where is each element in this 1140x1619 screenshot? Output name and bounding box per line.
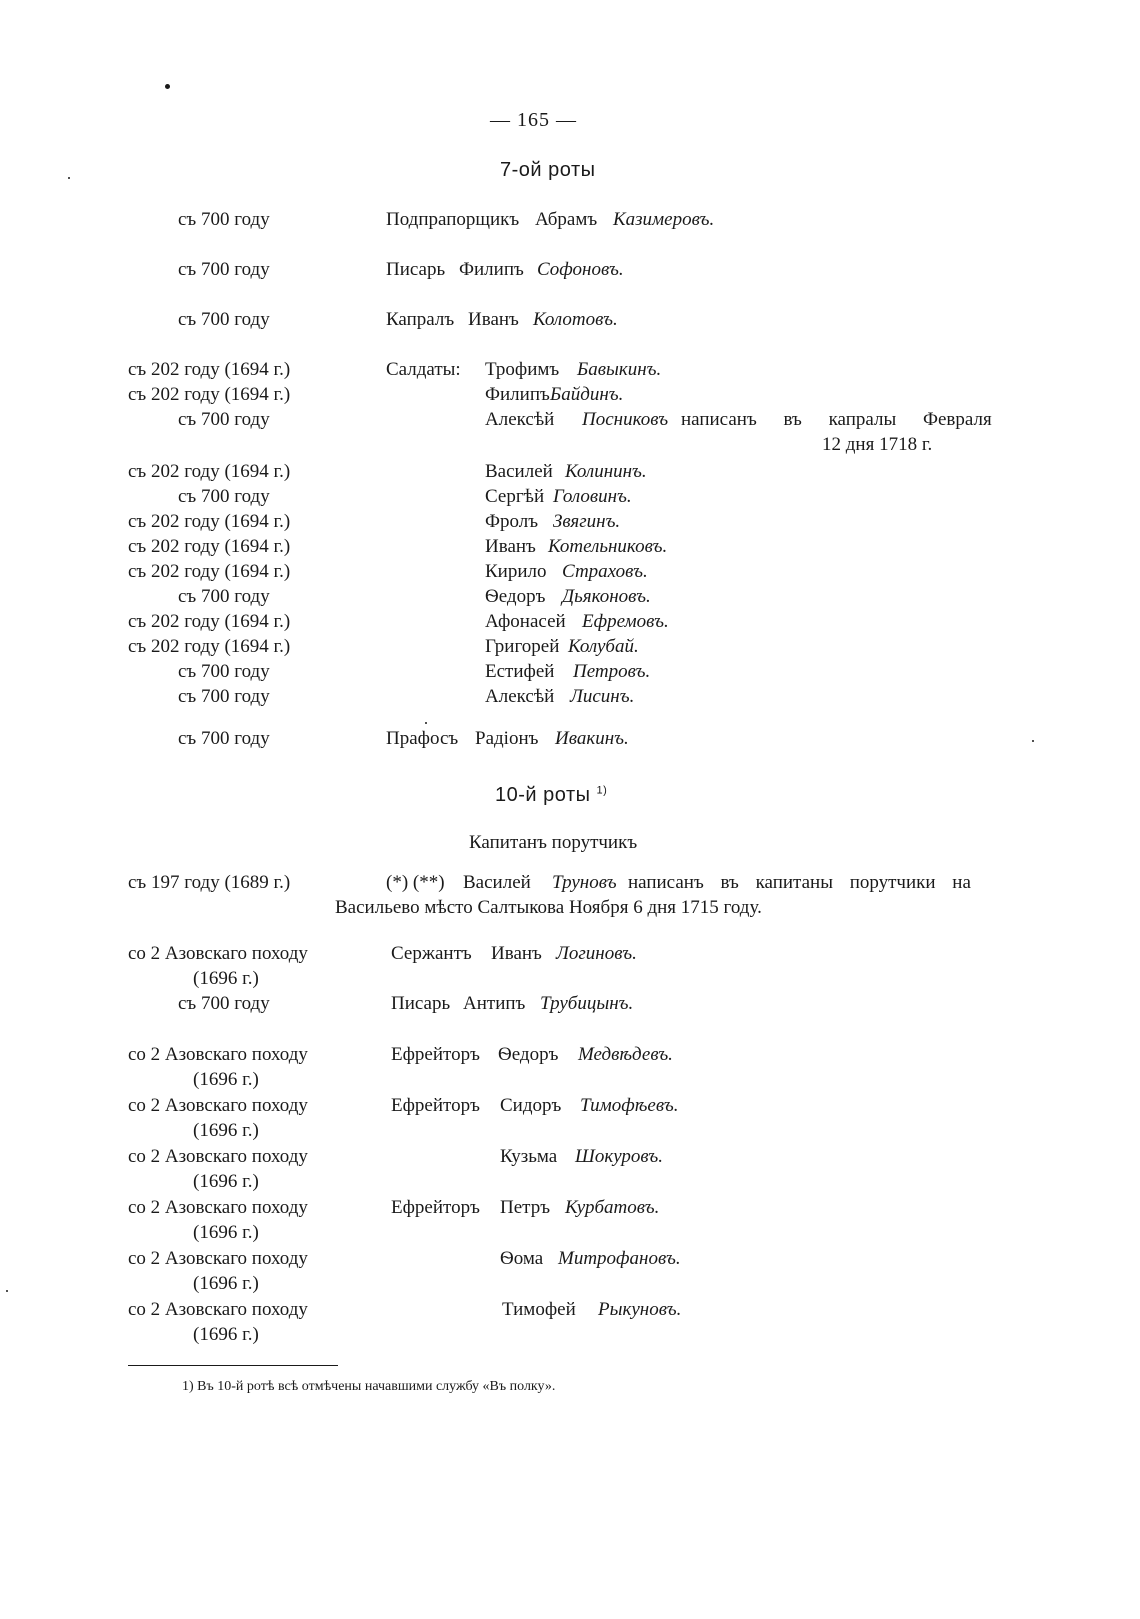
first-name: Фролъ bbox=[485, 511, 539, 532]
rank: Ефрейторъ bbox=[391, 1095, 480, 1116]
first-name: Сидоръ bbox=[500, 1095, 562, 1116]
service-year: (1696 г.) bbox=[193, 1069, 259, 1090]
surname: Колубай. bbox=[568, 636, 639, 657]
service-date: съ 700 году bbox=[178, 728, 270, 749]
service-note-date: 12 дня 1718 г. bbox=[822, 434, 933, 455]
first-name: Филипъ bbox=[459, 259, 524, 280]
surname: Митрофановъ. bbox=[558, 1248, 681, 1269]
first-name: Ѳедоръ bbox=[485, 586, 546, 607]
surname: Логиновъ. bbox=[556, 943, 637, 964]
service-date: съ 202 году (1694 г.) bbox=[128, 461, 291, 482]
section-heading-7: 7-ой роты bbox=[500, 159, 596, 181]
service-date: съ 700 году bbox=[178, 993, 270, 1014]
reference-marks: (*) (**) bbox=[386, 872, 445, 893]
rank: Ефрейторъ bbox=[391, 1197, 480, 1218]
surname: Лисинъ. bbox=[570, 686, 635, 707]
service-date: съ 202 году (1694 г.) bbox=[128, 359, 291, 380]
service-date: со 2 Азовскаго походу bbox=[128, 1095, 308, 1116]
service-year: (1696 г.) bbox=[193, 1222, 259, 1243]
service-date: со 2 Азовскаго походу bbox=[128, 1197, 308, 1218]
service-date: съ 700 году bbox=[178, 309, 270, 330]
rank: Писарь bbox=[391, 993, 451, 1014]
service-date: съ 202 году (1694 г.) bbox=[128, 384, 291, 405]
first-name: Иванъ bbox=[468, 309, 519, 330]
rank: Сержантъ bbox=[391, 943, 472, 964]
first-name: Тимофей bbox=[502, 1299, 576, 1320]
first-name: Ѳома bbox=[500, 1248, 544, 1269]
surname: Ивакинъ. bbox=[555, 728, 629, 749]
scan-speck bbox=[165, 84, 170, 89]
service-date: съ 700 году bbox=[178, 486, 270, 507]
footnote-text: Въ 10-й ротѣ всѣ отмѣчены начавшими службу «Въ полку». bbox=[197, 1379, 556, 1394]
surname: Колининъ. bbox=[565, 461, 647, 482]
first-name: Кузьма bbox=[500, 1146, 558, 1167]
service-date: съ 700 году bbox=[178, 686, 270, 707]
surname: Котельниковъ. bbox=[548, 536, 668, 557]
service-note: написанъ въ капитаны порутчики на bbox=[628, 872, 971, 893]
service-date: со 2 Азовскаго походу bbox=[128, 1299, 308, 1320]
first-name: Василей bbox=[485, 461, 553, 482]
service-date: съ 202 году (1694 г.) bbox=[128, 636, 291, 657]
service-date: съ 700 году bbox=[178, 259, 270, 280]
surname: Петровъ. bbox=[573, 661, 651, 682]
service-year: (1696 г.) bbox=[193, 1171, 259, 1192]
surname: Казимеровъ. bbox=[613, 209, 715, 230]
first-name: Естифей bbox=[485, 661, 555, 682]
surname: Ефремовъ. bbox=[582, 611, 669, 632]
footnote-mark: 1) bbox=[182, 1379, 194, 1394]
scan-speck bbox=[6, 1290, 8, 1292]
surname: Трубицынъ. bbox=[540, 993, 634, 1014]
first-name: Радіонъ bbox=[475, 728, 539, 749]
service-date: съ 197 году (1689 г.) bbox=[128, 872, 291, 893]
service-date: съ 700 году bbox=[178, 409, 270, 430]
section-heading-10 bbox=[495, 785, 607, 805]
first-name: Иванъ bbox=[485, 536, 536, 557]
rank: Ефрейторъ bbox=[391, 1044, 480, 1065]
surname: Труновъ bbox=[552, 872, 617, 893]
service-date: со 2 Азовскаго походу bbox=[128, 1044, 308, 1065]
scan-speck bbox=[1032, 740, 1034, 742]
service-note: написанъ въ капралы Февраля bbox=[681, 409, 992, 430]
footnote bbox=[182, 1380, 555, 1394]
service-year: (1696 г.) bbox=[193, 1324, 259, 1345]
service-date: съ 700 году bbox=[178, 586, 270, 607]
surname: Тимофѣевъ. bbox=[580, 1095, 679, 1116]
surname: Медвѣдевъ. bbox=[578, 1044, 673, 1065]
service-date: со 2 Азовскаго походу bbox=[128, 943, 308, 964]
service-date: съ 202 году (1694 г.) bbox=[128, 561, 291, 582]
first-name: Василей bbox=[463, 872, 531, 893]
surname: Бавыкинъ. bbox=[577, 359, 662, 380]
first-name: Григорей bbox=[485, 636, 560, 657]
service-date: со 2 Азовскаго походу bbox=[128, 1146, 308, 1167]
service-note-cont: Васильево мѣсто Салтыкова Ноября 6 дня 1715 году. bbox=[335, 897, 762, 918]
surname: Посниковъ bbox=[582, 409, 669, 430]
surname: Софоновъ. bbox=[537, 259, 624, 280]
rank: Подпрапорщикъ bbox=[386, 209, 520, 230]
rank: Писарь bbox=[386, 259, 446, 280]
first-name: Антипъ bbox=[463, 993, 526, 1014]
surname: Рыкуновъ. bbox=[598, 1299, 682, 1320]
surname: Шокуровъ. bbox=[575, 1146, 663, 1167]
service-date: съ 202 году (1694 г.) bbox=[128, 536, 291, 557]
footnote-ref: 1) bbox=[596, 784, 608, 797]
surname: Дьяконовъ. bbox=[562, 586, 651, 607]
footnote-rule bbox=[128, 1365, 338, 1366]
first-name: Петръ bbox=[500, 1197, 551, 1218]
first-name: Алексѣй bbox=[485, 409, 555, 430]
first-name: Абрамъ bbox=[535, 209, 598, 230]
service-date: съ 700 году bbox=[178, 209, 270, 230]
surname: Звягинъ. bbox=[553, 511, 621, 532]
first-name: Алексѣй bbox=[485, 686, 555, 707]
service-year: (1696 г.) bbox=[193, 1120, 259, 1141]
scan-speck bbox=[425, 722, 427, 724]
rank: Капралъ bbox=[386, 309, 455, 330]
service-date: съ 700 году bbox=[178, 661, 270, 682]
surname: Колотовъ. bbox=[533, 309, 618, 330]
first-name: Кирило bbox=[485, 561, 547, 582]
first-name: Трофимъ bbox=[485, 359, 560, 380]
surname: Страховъ. bbox=[562, 561, 648, 582]
scan-speck bbox=[68, 177, 70, 179]
first-name: Сергѣй bbox=[485, 486, 545, 507]
service-year: (1696 г.) bbox=[193, 1273, 259, 1294]
surname: Байдинъ. bbox=[550, 384, 624, 405]
service-year: (1696 г.) bbox=[193, 968, 259, 989]
rank: Прафосъ bbox=[386, 728, 459, 749]
service-date: со 2 Азовскаго походу bbox=[128, 1248, 308, 1269]
surname: Головинъ. bbox=[553, 486, 632, 507]
surname: Курбатовъ. bbox=[565, 1197, 660, 1218]
first-name: Иванъ bbox=[491, 943, 542, 964]
soldiers-label: Салдаты: bbox=[386, 359, 461, 380]
page-number: — 165 — bbox=[490, 109, 577, 131]
service-date: съ 202 году (1694 г.) bbox=[128, 611, 291, 632]
section-subheading: Капитанъ порутчикъ bbox=[469, 832, 638, 853]
first-name: Афонасей bbox=[485, 611, 566, 632]
first-name: Ѳедоръ bbox=[498, 1044, 559, 1065]
service-date: съ 202 году (1694 г.) bbox=[128, 511, 291, 532]
section-heading-text: 10-й роты bbox=[495, 784, 591, 806]
first-name: Филипъ bbox=[485, 384, 550, 405]
